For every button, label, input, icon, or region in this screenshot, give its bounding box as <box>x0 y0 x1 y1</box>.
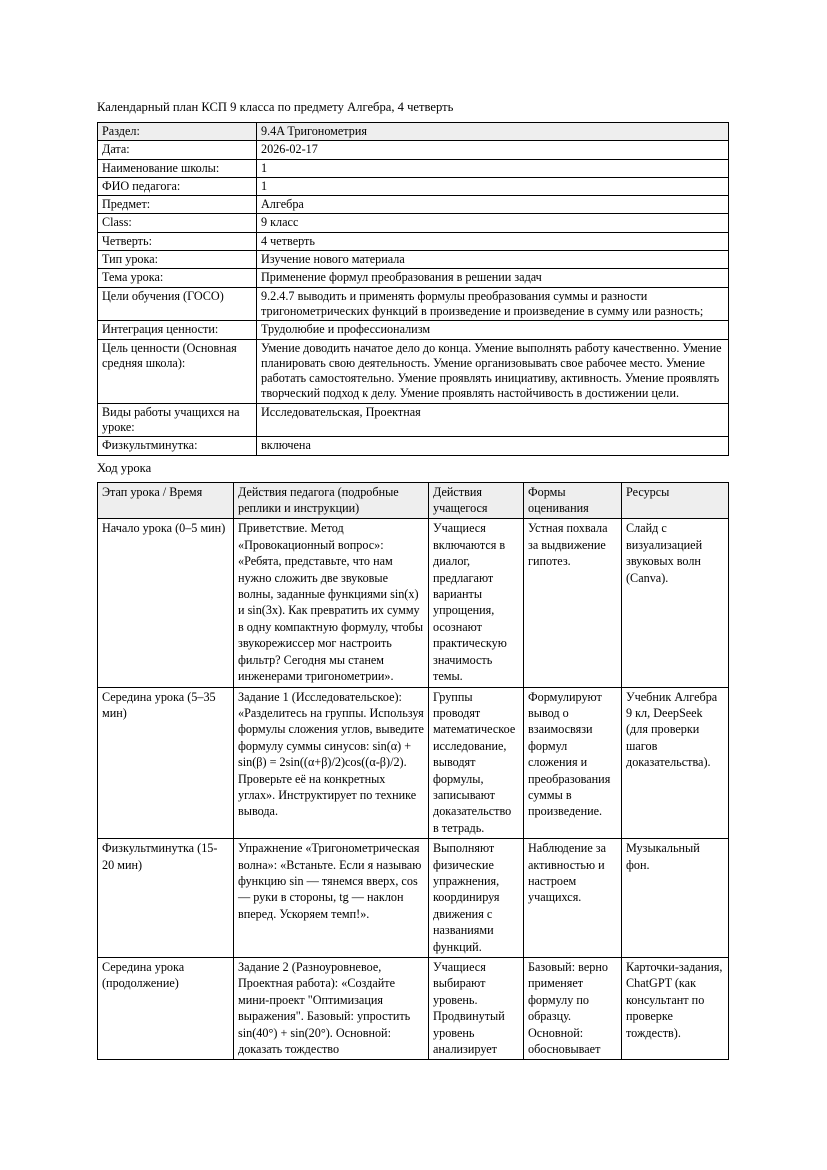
info-value-cell: 1 <box>257 177 729 195</box>
table-row <box>98 403 729 437</box>
cell-stage: Начало урока (0–5 мин) <box>98 519 234 687</box>
cell-stage: Середина урока (5–35 мин) <box>98 687 234 839</box>
table-row <box>98 519 729 687</box>
lesson-flow-table <box>97 482 729 1061</box>
cell-assessment-forms: Устная похвала за выдвижение гипотез. <box>524 519 622 687</box>
table-row <box>98 141 729 159</box>
table-row <box>98 958 729 1060</box>
info-value-cell: Применение формул преобразования в решении задач <box>257 269 729 287</box>
info-label-cell: Цель ценности (Основная средняя школа): <box>98 339 257 403</box>
cell-teacher-actions: Приветствие. Метод «Провокационный вопрос»: «Ребята, представьте, что нам нужно сложить две звуковые волны, заданные функциями sin(x) и sin(3x). Как превратить их сумму в одну компактную формулу, чтобы звукорежиссер мог настроить фильтр? Сегодня мы станем инженерами тригонометрии». <box>234 519 429 687</box>
info-label-cell: Class: <box>98 214 257 232</box>
document-body <box>97 100 728 1060</box>
info-label-cell: Тип урока: <box>98 251 257 269</box>
cell-assessment-forms: Формулируют вывод о взаимосвязи формул сложения и преобразования суммы в произведение. <box>524 687 622 839</box>
info-label-cell: Интеграция ценности: <box>98 321 257 339</box>
cell-stage: Физкультминутка (15-20 мин) <box>98 839 234 958</box>
cell-resources: Слайд с визуализацией звуковых волн (Canva). <box>622 519 729 687</box>
info-value-cell: включена <box>257 437 729 455</box>
column-header-teacher-actions: Действия педагога (подробные реплики и инструкции) <box>234 482 429 519</box>
cell-stage: Середина урока (продолжение) <box>98 958 234 1060</box>
info-value-cell: 9.4A Тригонометрия <box>257 123 729 141</box>
info-value-cell: 9.2.4.7 выводить и применять формулы преобразования суммы и разности тригонометрических функций в произведение и произведение в сумму или разность; <box>257 287 729 321</box>
column-header-student-actions: Действия учащегося <box>429 482 524 519</box>
info-value-cell: Трудолюбие и профессионализм <box>257 321 729 339</box>
table-row <box>98 159 729 177</box>
info-value-cell: Исследовательская, Проектная <box>257 403 729 437</box>
column-header-stage: Этап урока / Время <box>98 482 234 519</box>
lesson-flow-table-body <box>98 482 729 1060</box>
cell-student-actions: Учащиеся выбирают уровень. Продвинутый уровень анализирует <box>429 958 524 1060</box>
info-value-cell: 9 класс <box>257 214 729 232</box>
cell-teacher-actions: Упражнение «Тригонометрическая волна»: «Встаньте. Если я называю функцию sin — тянемся вверх, cos — руки в стороны, tg — наклон вперед. Ускоряем темп!». <box>234 839 429 958</box>
info-value-cell: Изучение нового материала <box>257 251 729 269</box>
section-caption-lesson-flow: Ход урока <box>97 460 152 475</box>
lesson-info-table-body <box>98 123 729 456</box>
info-label-cell: Дата: <box>98 141 257 159</box>
info-label-cell: Цели обучения (ГОСО) <box>98 287 257 321</box>
table-row <box>98 839 729 958</box>
info-value-cell: Алгебра <box>257 196 729 214</box>
table-row <box>98 269 729 287</box>
table-header-row <box>98 482 729 519</box>
info-label-cell: Предмет: <box>98 196 257 214</box>
info-value-cell: Умение доводить начатое дело до конца. Умение выполнять работу качественно. Умение планировать свою деятельность. Умение организовывать свое рабочее место. Умение работать самостоятельно. Умение проявлять инициативу, активность. Умение проявлять творческий подход к делу. Умение проявлять настойчивость в достижении цели. <box>257 339 729 403</box>
cell-resources: Карточки-задания, ChatGPT (как консультант по проверке тождеств). <box>622 958 729 1060</box>
info-label-cell: Виды работы учащихся на уроке: <box>98 403 257 437</box>
info-label-cell: Физкультминутка: <box>98 437 257 455</box>
column-header-resources: Ресурсы <box>622 482 729 519</box>
table-row <box>98 196 729 214</box>
page-title: Календарный план КСП 9 класса по предмету Алгебра, 4 четверть <box>97 100 454 114</box>
info-value-cell: 4 четверть <box>257 232 729 250</box>
table-row <box>98 321 729 339</box>
info-value-cell: 1 <box>257 159 729 177</box>
cell-student-actions: Учащиеся включаются в диалог, предлагают варианты упрощения, осознают практическую значимость темы. <box>429 519 524 687</box>
cell-assessment-forms: Базовый: верно применяет формулу по образцу. Основной: обосновывает <box>524 958 622 1060</box>
page-bottom-margin <box>0 1063 827 1170</box>
table-row <box>98 339 729 403</box>
table-row <box>98 437 729 455</box>
table-row <box>98 123 729 141</box>
table-row <box>98 287 729 321</box>
table-row <box>98 177 729 195</box>
cell-student-actions: Группы проводят математическое исследование, выводят формулы, записывают доказательство в тетрадь. <box>429 687 524 839</box>
column-header-assessment-forms: Формы оценивания <box>524 482 622 519</box>
table-row <box>98 687 729 839</box>
cell-teacher-actions: Задание 1 (Исследовательское): «Разделитесь на группы. Используя формулы сложения углов, выведите формулу суммы синусов: sin(α) + sin(β) = 2sin((α+β)/2)cos((α-β)/2). Проверьте её на конкретных углах». Инструктирует по технике вывода. <box>234 687 429 839</box>
lesson-info-table <box>97 122 729 456</box>
cell-resources: Музыкальный фон. <box>622 839 729 958</box>
info-value-cell: 2026-02-17 <box>257 141 729 159</box>
table-row <box>98 214 729 232</box>
cell-student-actions: Выполняют физические упражнения, координируя движения с названиями функций. <box>429 839 524 958</box>
table-row <box>98 232 729 250</box>
info-label-cell: Раздел: <box>98 123 257 141</box>
info-label-cell: ФИО педагога: <box>98 177 257 195</box>
table-row <box>98 251 729 269</box>
cell-resources: Учебник Алгебра 9 кл, DeepSeek (для проверки шагов доказательства). <box>622 687 729 839</box>
cell-teacher-actions: Задание 2 (Разноуровневое, Проектная работа): «Создайте мини-проект "Оптимизация выражения". Базовый: упростить sin(40°) + sin(20°). Основной: доказать тождество <box>234 958 429 1060</box>
info-label-cell: Четверть: <box>98 232 257 250</box>
cell-assessment-forms: Наблюдение за активностью и настроем учащихся. <box>524 839 622 958</box>
info-label-cell: Тема урока: <box>98 269 257 287</box>
info-label-cell: Наименование школы: <box>98 159 257 177</box>
